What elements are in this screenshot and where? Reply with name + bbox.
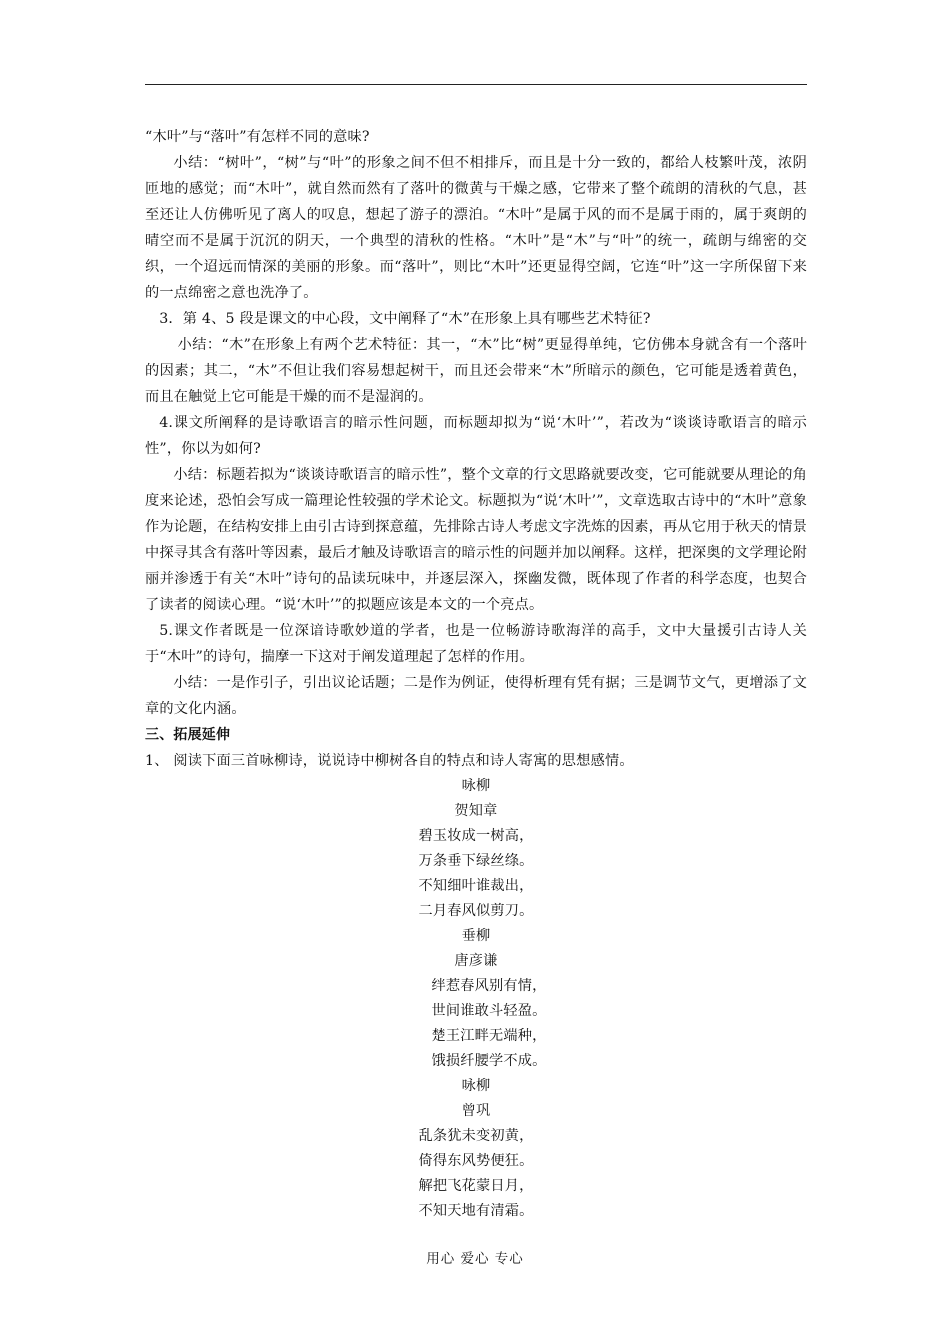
poem-line: 碧玉妆成一树高， xyxy=(418,828,534,844)
poem-title: 咏柳 xyxy=(461,1078,491,1094)
poem-line: 万条垂下绿丝绦。 xyxy=(418,853,534,869)
poem-author: 曾巩 xyxy=(461,1103,491,1119)
summary-3: 小结：“木”在形象上有两个艺术特征：其一，“木”比“树”更显得单纯，它仿佛本身就含有一个落叶的因素；其二，“木”不但让我们容易想起树干，而且还会带来“木”所暗示的颜色，它可能是透着黄色，而且在触觉上它可能是干燥的而不是湿润的。 xyxy=(145,337,807,405)
header-rule xyxy=(145,84,807,85)
poem-author: 贺知章 xyxy=(454,803,498,819)
poem-line: 不知细叶谁裁出， xyxy=(418,878,534,894)
poem-title: 垂柳 xyxy=(461,928,491,944)
document-body xyxy=(145,124,807,1224)
summary-2: 小结：“树叶”，“树”与“叶”的形象之间不但不相排斥，而且是十分一致的，都给人枝繁叶茂，浓阴匝地的感觉；而“木叶”，就自然而然有了落叶的微黄与干燥之感，它带来了整个疏朗的清秋的气息，甚至还让人仿佛听见了离人的叹息，想起了游子的漂泊。“木叶”是属于风的而不是属于雨的，属于爽朗的晴空而不是属于沉沉的阴天，一个典型的清秋的性格。“木叶”是“木”与“叶”的统一，疏朗与绵密的交织，一个迢远而情深的美丽的形象。而“落叶”，则比“木叶”还更显得空阔，它连“叶”这一字所保留下来的一点绵密之意也洗净了。 xyxy=(145,155,807,301)
question-3: 3．第 4、5 段是课文的中心段，文中阐释了“木”在形象上具有哪些艺术特征? xyxy=(159,311,651,327)
question-5: 5.课文作者既是一位深谙诗歌妙道的学者，也是一位畅游诗歌海洋的高手，文中大量援引古诗人关于“木叶”的诗句，揣摩一下这对于阐发道理起了怎样的作用。 xyxy=(145,623,807,665)
page-footer: 用心 爱心 专心 xyxy=(426,1251,524,1267)
poem-line: 楚王江畔无端种， xyxy=(431,1028,547,1044)
task-1: 1、 阅读下面三首咏柳诗，说说诗中柳树各自的特点和诗人寄寓的思想感情。 xyxy=(145,753,634,769)
poem-line: 二月春风似剪刀。 xyxy=(418,903,534,919)
poem-line: 倚得东风势便狂。 xyxy=(418,1153,534,1169)
summary-5: 小结：一是作引子，引出议论话题；二是作为例证，使得析理有凭有据；三是调节文气，更增添了文章的文化内涵。 xyxy=(145,675,807,717)
question-4: 4.课文所阐释的是诗歌语言的暗示性问题，而标题却拟为“说‘木叶’”，若改为“谈谈诗歌语言的暗示性”，你以为如何? xyxy=(145,415,807,457)
poem-line: 绊惹春风别有情， xyxy=(431,978,547,994)
question-2: “木叶”与“落叶”有怎样不同的意味? xyxy=(145,129,370,145)
poem-1 xyxy=(145,774,807,924)
poem-line: 不知天地有清霜。 xyxy=(418,1203,534,1219)
poem-3 xyxy=(145,1074,807,1224)
section-heading: 三、拓展延伸 xyxy=(145,727,231,743)
poem-author: 唐彦谦 xyxy=(454,953,498,969)
poem-line: 乱条犹未变初黄， xyxy=(418,1128,534,1144)
poem-line: 世间谁敢斗轻盈。 xyxy=(431,1003,547,1019)
poem-2 xyxy=(145,924,807,1074)
poem-line: 解把飞花蒙日月， xyxy=(418,1178,534,1194)
poem-line: 饿损纤腰学不成。 xyxy=(431,1053,547,1069)
summary-4: 小结：标题若拟为“谈谈诗歌语言的暗示性”，整个文章的行文思路就要改变，它可能就要从理论的角度来论述，恐怕会写成一篇理论性较强的学术论文。标题拟为“说‘木叶’”，文章选取古诗中的“木叶”意象作为论题，在结构安排上由引古诗到探意蕴，先排除古诗人考虑文字洗炼的因素，再从它用于秋天的情景中探寻其含有落叶等因素，最后才触及诗歌语言的暗示性的问题并加以阐释。这样，把深奥的文学理论附丽并渗透于有关“木叶”诗句的品读玩味中，并逐层深入，探幽发微，既体现了作者的科学态度，也契合了读者的阅读心理。“说‘木叶’”的拟题应该是本文的一个亮点。 xyxy=(145,467,807,613)
poem-title: 咏柳 xyxy=(461,778,491,794)
